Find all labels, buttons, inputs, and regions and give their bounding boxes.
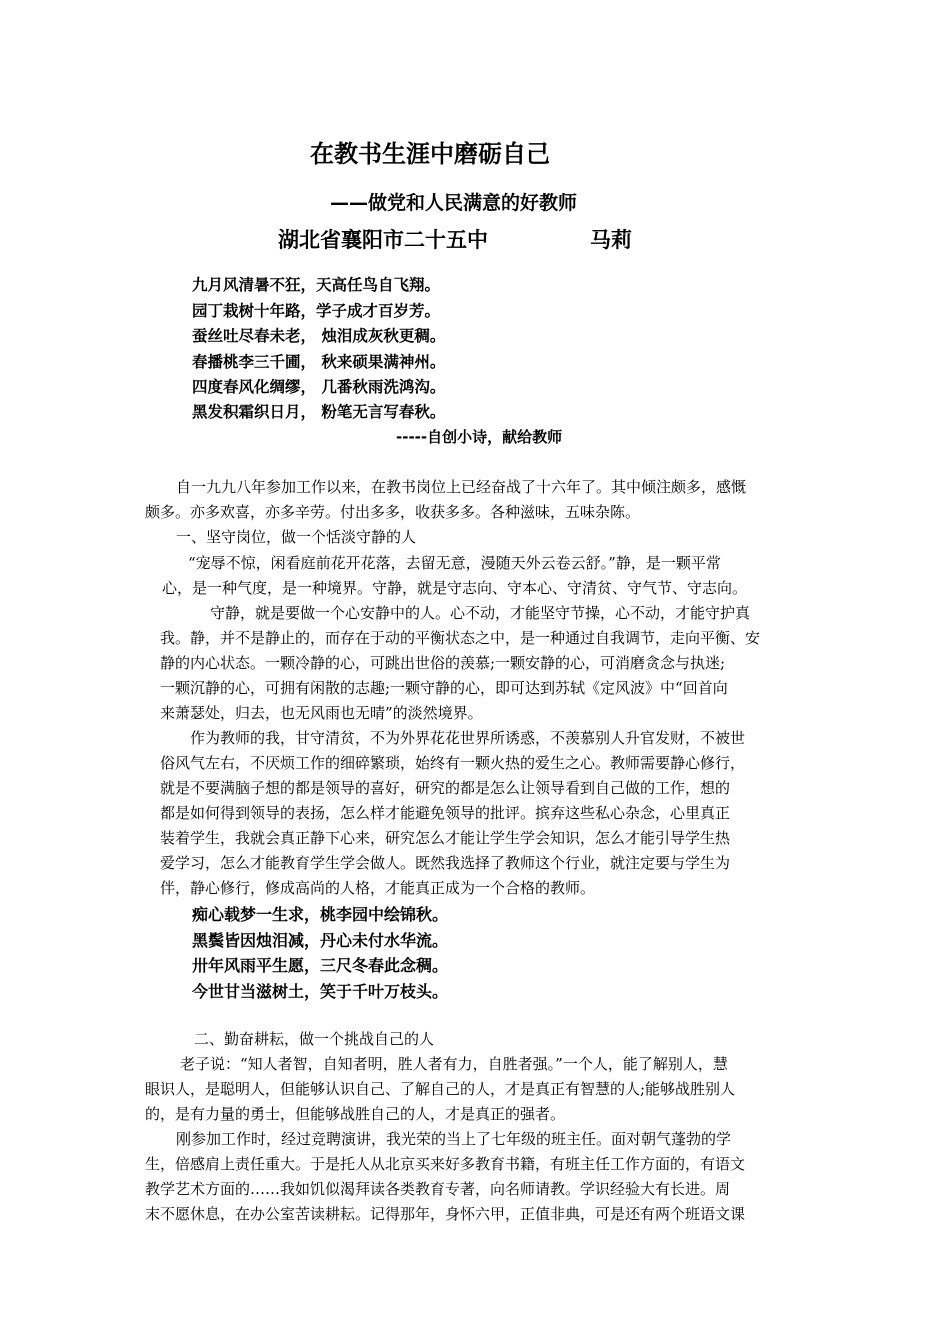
body-line: 生，倍感肩上责任重大。于是托人从北京买来好多教育书籍，有班主任工作方面的，有语文 — [145, 1155, 746, 1173]
section-heading: 二、勤奋耕耘，做一个挑战自己的人 — [194, 1030, 435, 1048]
poem2-line: 卅年风雨平生愿，三尺冬春此念稠。 — [192, 956, 449, 975]
body-line: 都是如何得到领导的表扬，怎么样才能避免领导的批评。摈弃这些私心杂念，心里真正 — [160, 804, 731, 822]
body-line: 的，是有力量的勇士，但能够战胜自己的人，才是真正的强者。 — [145, 1105, 566, 1123]
body-line: 伴，静心修行，修成高尚的人格，才能真正成为一个合格的教师。 — [160, 879, 596, 897]
body-line: 老子说：“知人者智，自知者明，胜人者有力，自胜者强。”一个人，能了解别人，慧 — [180, 1055, 728, 1073]
poem-line: 春播桃李三千圃， 秋来硕果满神州。 — [192, 353, 446, 371]
body-line: 静的内心状态。一颗冷静的心，可跳出世俗的羡慕;一颗安静的心，可消磨贪念与执迷; — [160, 654, 726, 672]
poem2-line: 痴心载梦一生求，桃李园中绘锦秋。 — [192, 905, 449, 924]
poem-line: 四度春风化绸缪， 几番秋雨洗鸿沟。 — [192, 378, 446, 396]
author-name: 马莉 — [590, 228, 632, 252]
poem-line: 园丁栽树十年路，学子成才百岁芳。 — [192, 302, 441, 320]
poem2-line: 黑鬓皆因烛泪减，丹心未付水华流。 — [192, 931, 449, 950]
document-subtitle: ——做党和人民满意的好教师 — [330, 192, 578, 214]
body-line: 守静，就是要做一个心安静中的人。心不动，才能坚守节操，心不动，才能守护真 — [210, 604, 751, 622]
body-line: 刚参加工作时，经过竞聘演讲，我光荣的当上了七年级的班主任。面对朝气蓬勃的学 — [176, 1130, 732, 1148]
body-line: 颇多。亦多欢喜，亦多辛劳。付出多多，收获多多。各种滋味，五味杂陈。 — [145, 503, 641, 521]
body-line: 来萧瑟处，归去，也无风雨也无晴”的淡然境界。 — [160, 704, 483, 722]
body-line: 我。静，并不是静止的，而存在于动的平衡状态之中，是一种通过自我调节，走向平衡、安 — [160, 629, 761, 647]
body-line: 就是不要满脑子想的都是领导的喜好，研究的都是怎么让领导看到自己做的工作，想的 — [160, 779, 731, 797]
poem2-line: 今世甘当滋树土，笑于千叶万枝头。 — [192, 982, 449, 1001]
author-school: 湖北省襄阳市二十五中 — [278, 228, 488, 252]
body-line: 心，是一种气度，是一种境界。守静，就是守志向、守本心、守清贫、守气节、守志向。 — [162, 579, 748, 597]
body-line: 装着学生，我就会真正静下心来，研究怎么才能让学生学会知识，怎么才能引导学生热 — [160, 829, 731, 847]
body-line: 自一九九八年参加工作以来，在教书岗位上已经奋战了十六年了。其中倾注颇多，感慨 — [176, 478, 747, 496]
poem-attribution: -----自创小诗，献给教师 — [396, 428, 563, 446]
body-line: 俗风气左右，不厌烦工作的细碎繁琐，始终有一颗火热的爱生之心。教师需要静心修行， — [160, 754, 746, 772]
body-line: 一颗沉静的心，可拥有闲散的志趣;一颗守静的心，即可达到苏轼《定风波》中“回首向 — [160, 679, 728, 697]
body-line: 作为教师的我，甘守清贫，不为外界花花世界所诱惑，不羡慕别人升官发财，不被世 — [190, 729, 746, 747]
poem-line: 九月风清暑不狂，天高任鸟自飞翔。 — [192, 276, 441, 294]
poem-line: 黑发积霜织日月， 粉笔无言写春秋。 — [192, 403, 446, 421]
poem-line: 蚕丝吐尽春未老， 烛泪成灰秋更稠。 — [192, 327, 446, 345]
body-line: 教学艺术方面的……我如饥似渴拜读各类教育专著，向名师请教。学识经验大有长进。周 — [145, 1180, 731, 1198]
body-line: “宠辱不惊，闲看庭前花开花落，去留无意，漫随天外云卷云舒。”静，是一颗平常 — [188, 554, 721, 572]
body-line: 爱学习，怎么才能教育学生学会做人。既然我选择了教师这个行业，就注定要与学生为 — [160, 854, 731, 872]
document-title: 在教书生涯中磨砺自己 — [310, 140, 550, 168]
section-heading: 一、坚守岗位，做一个恬淡守静的人 — [176, 528, 417, 546]
body-line: 末不愿休息，在办公室苦读耕耘。记得那年，身怀六甲，正值非典，可是还有两个班语文课 — [145, 1205, 746, 1223]
body-line: 眼识人，是聪明人，但能够认识自己、了解自己的人，才是真正有智慧的人;能够战胜别人 — [145, 1080, 736, 1098]
